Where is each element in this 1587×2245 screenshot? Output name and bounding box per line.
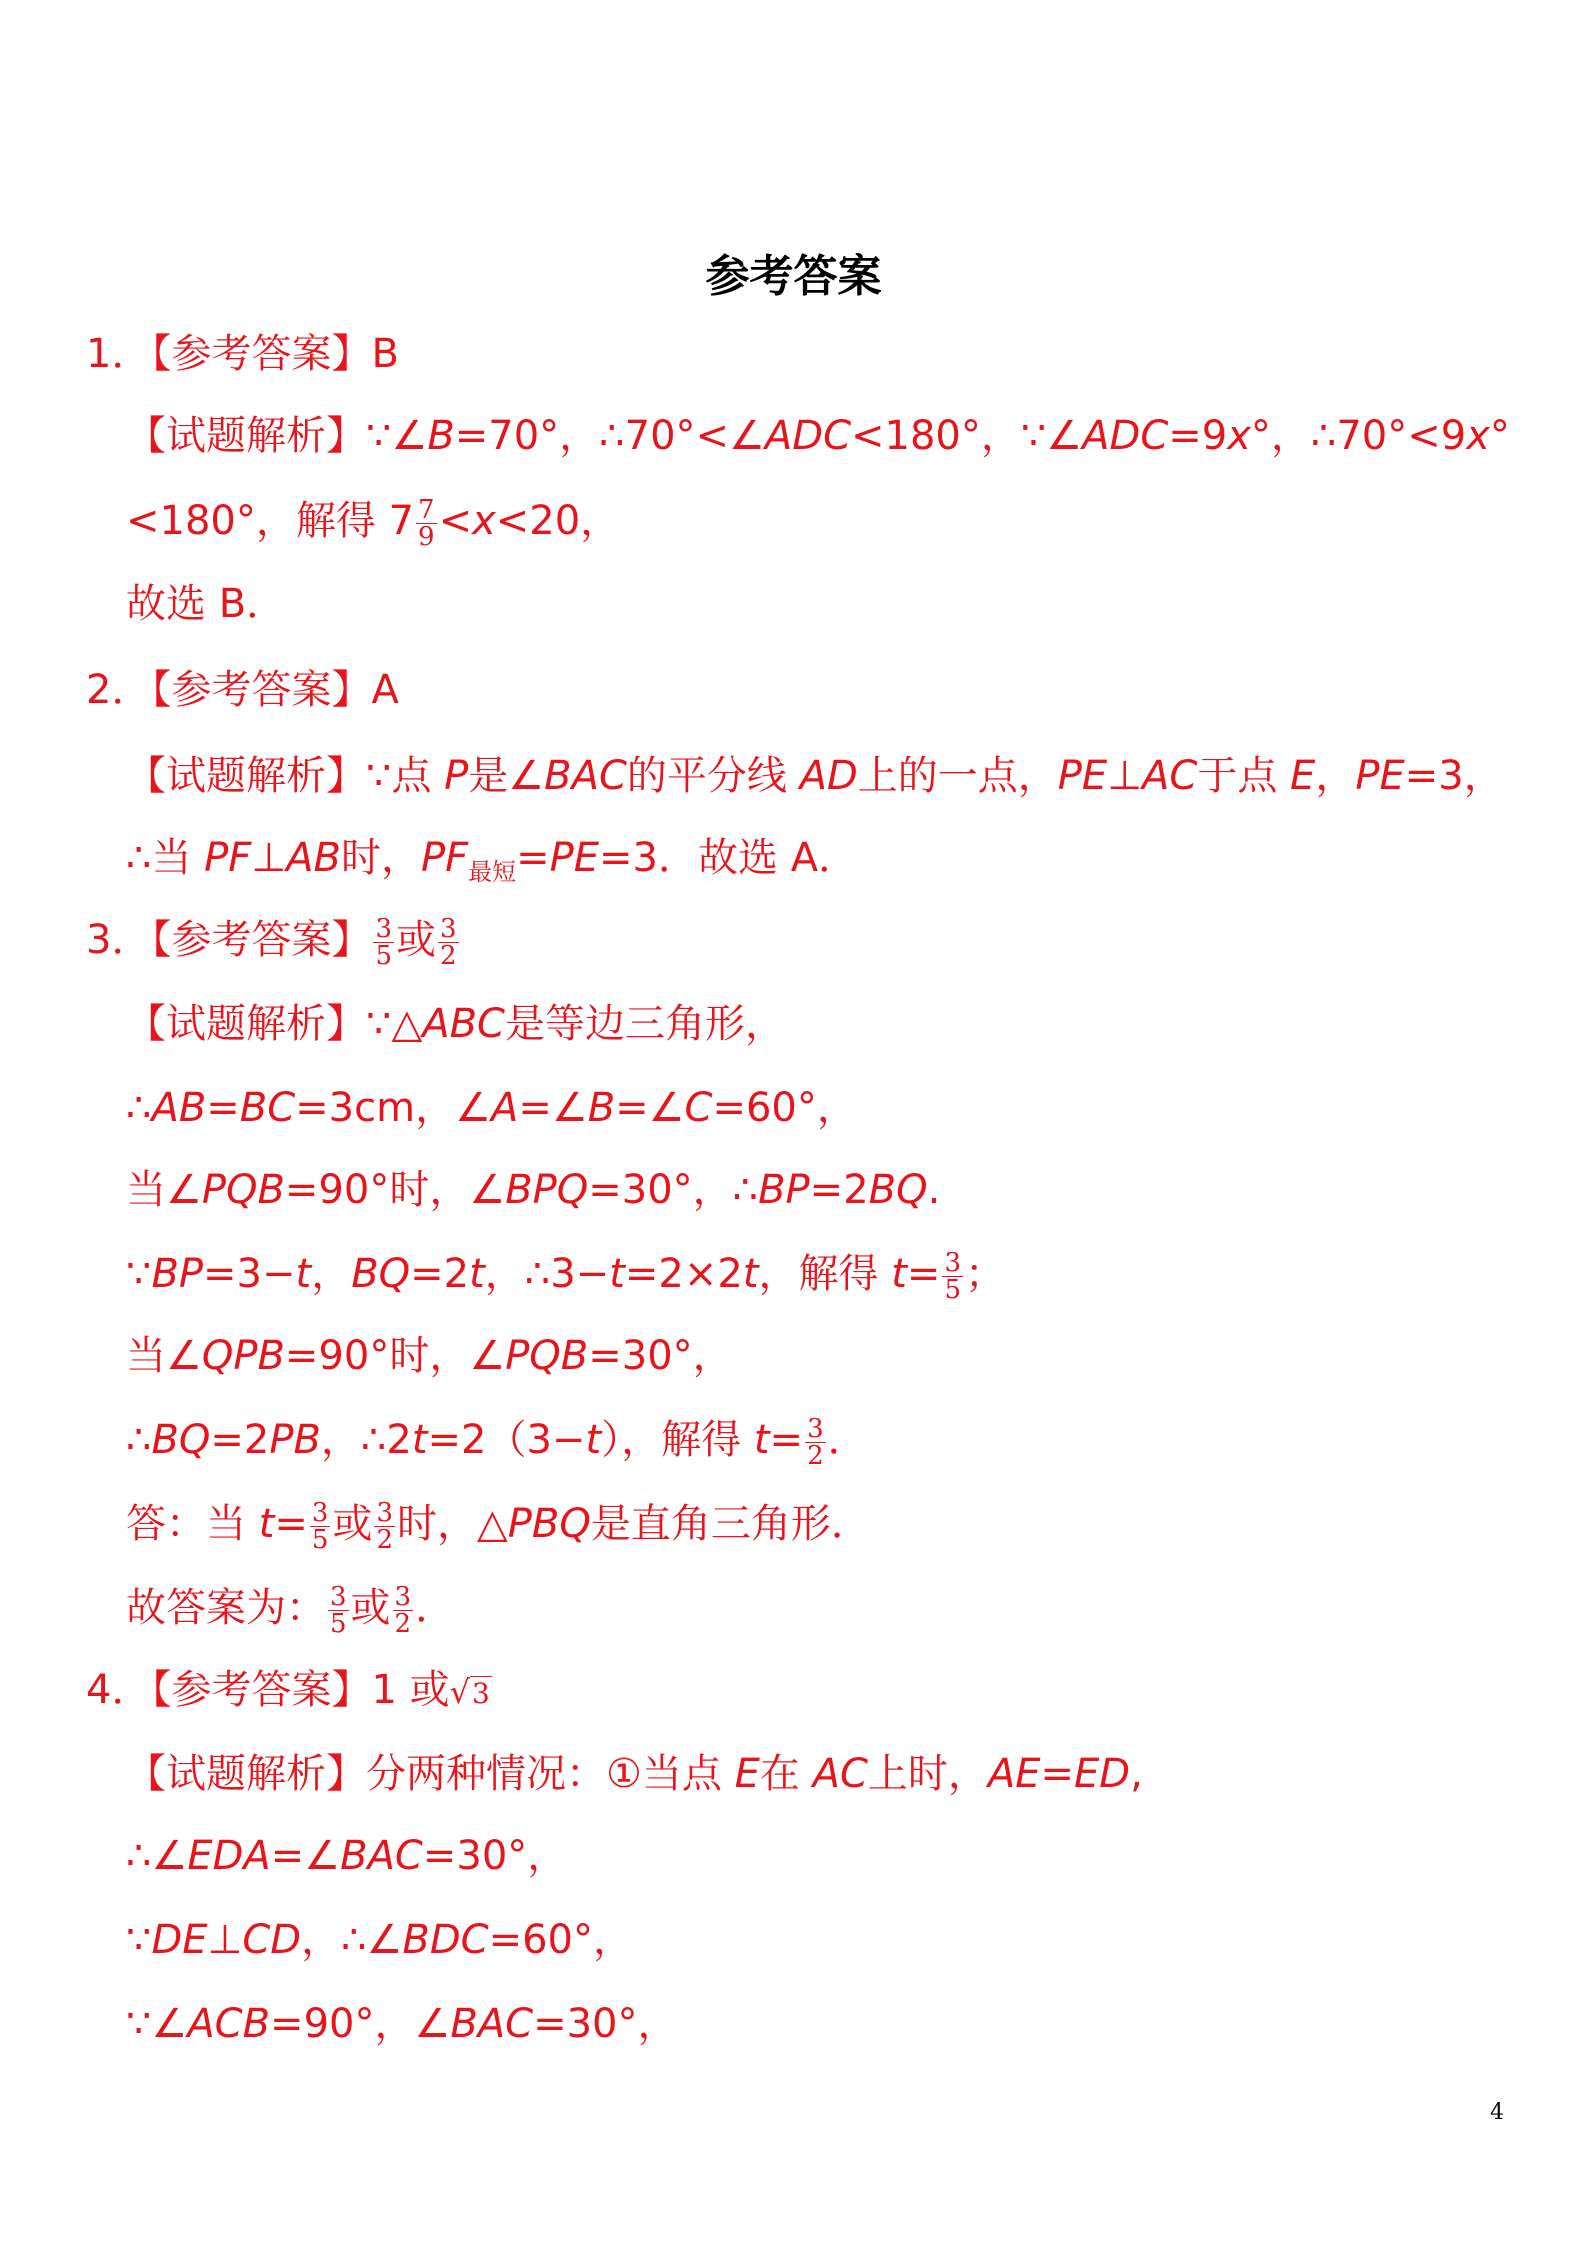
fraction: $\frac{7}{9}$: [418, 494, 435, 552]
page-title: 参考答案: [705, 251, 882, 302]
q3-analysis-line2: ∴AB=BC=3cm，∠A=∠B=∠C=60°，: [126, 1085, 857, 1131]
fraction: $\frac{3}{2}$: [376, 1497, 394, 1555]
q1-analysis-line1: 【试题解析】∵∠B=70°，∴70°<∠ADC<180°，∵∠ADC=9x°，∴70°<9x°: [126, 413, 1510, 459]
q1-conclusion: 故选 B．: [126, 581, 287, 627]
fraction: $\frac{3}{2}$: [440, 913, 457, 971]
q3-analysis-line6: ∴BQ=2PB，∴2t=2（3−t），解得 t= $\frac{3}{2}$ ．: [126, 1413, 868, 1471]
q4-analysis-line3: ∵DE⊥CD，∴∠BDC=60°，: [126, 1917, 634, 1963]
q3-answer: 3．【参考答案】 $\frac{3}{5}$ 或 $\frac{3}{2}$: [86, 913, 457, 971]
q3-analysis-line4: ∵BP=3−t，BQ=2t，∴3−t=2×2t，解得 t= $\frac{3}{5}$ ；: [126, 1247, 1005, 1305]
q3-analysis-line8: 故答案为： $\frac{3}{5}$ 或 $\frac{3}{2}$ ．: [126, 1581, 456, 1639]
fraction: $\frac{3}{2}$: [394, 1581, 412, 1639]
q3-analysis-line5: 当∠QPB=90°时，∠PQB=30°，: [126, 1333, 733, 1379]
fraction: $\frac{3}{5}$: [375, 913, 392, 971]
fraction: $\frac{3}{5}$: [330, 1581, 347, 1639]
q4-analysis-line1: 【试题解析】分两种情况：①当点 E在 AC上时，AE=ED,: [126, 1751, 1143, 1797]
q3-analysis-line7: 答：当 t= $\frac{3}{5}$ 或 $\frac{3}{2}$ 时，△PBQ是直角三角形．: [126, 1497, 871, 1555]
q4-analysis-line4: ∵∠ACB=90°，∠BAC=30°，: [126, 2001, 678, 2047]
q4-answer: 4．【参考答案】1 或√3: [86, 1667, 490, 1713]
q3-analysis-line3: 当∠PQB=90°时，∠BPQ=30°，∴BP=2BQ.: [126, 1167, 941, 1213]
q2-answer: 2．【参考答案】A: [86, 667, 399, 713]
q1-answer: 1．【参考答案】B: [86, 331, 399, 377]
q1-analysis-line2: <180°，解得 7 $\frac{7}{9}$ <x<20，: [126, 494, 621, 552]
q4-analysis-line2: ∴∠EDA=∠BAC=30°，: [126, 1833, 568, 1879]
page-number: 4: [1490, 2100, 1504, 2125]
q2-analysis-line1: 【试题解析】∵点 P是∠BAC的平分线 AD上的一点，PE⊥AC于点 E，PE=3，: [126, 753, 1504, 799]
q2-analysis-line2: ∴当 PF⊥AB时，$PF_{最短}=PE=3$．故选 A．: [126, 835, 859, 886]
fraction: $\frac{3}{5}$: [311, 1497, 329, 1555]
square-root: √3: [449, 1673, 490, 1711]
q3-analysis-line1: 【试题解析】∵△ABC是等边三角形，: [126, 1001, 785, 1047]
fraction: $\frac{3}{2}$: [807, 1413, 824, 1471]
fraction: $\frac{3}{5}$: [944, 1247, 961, 1305]
